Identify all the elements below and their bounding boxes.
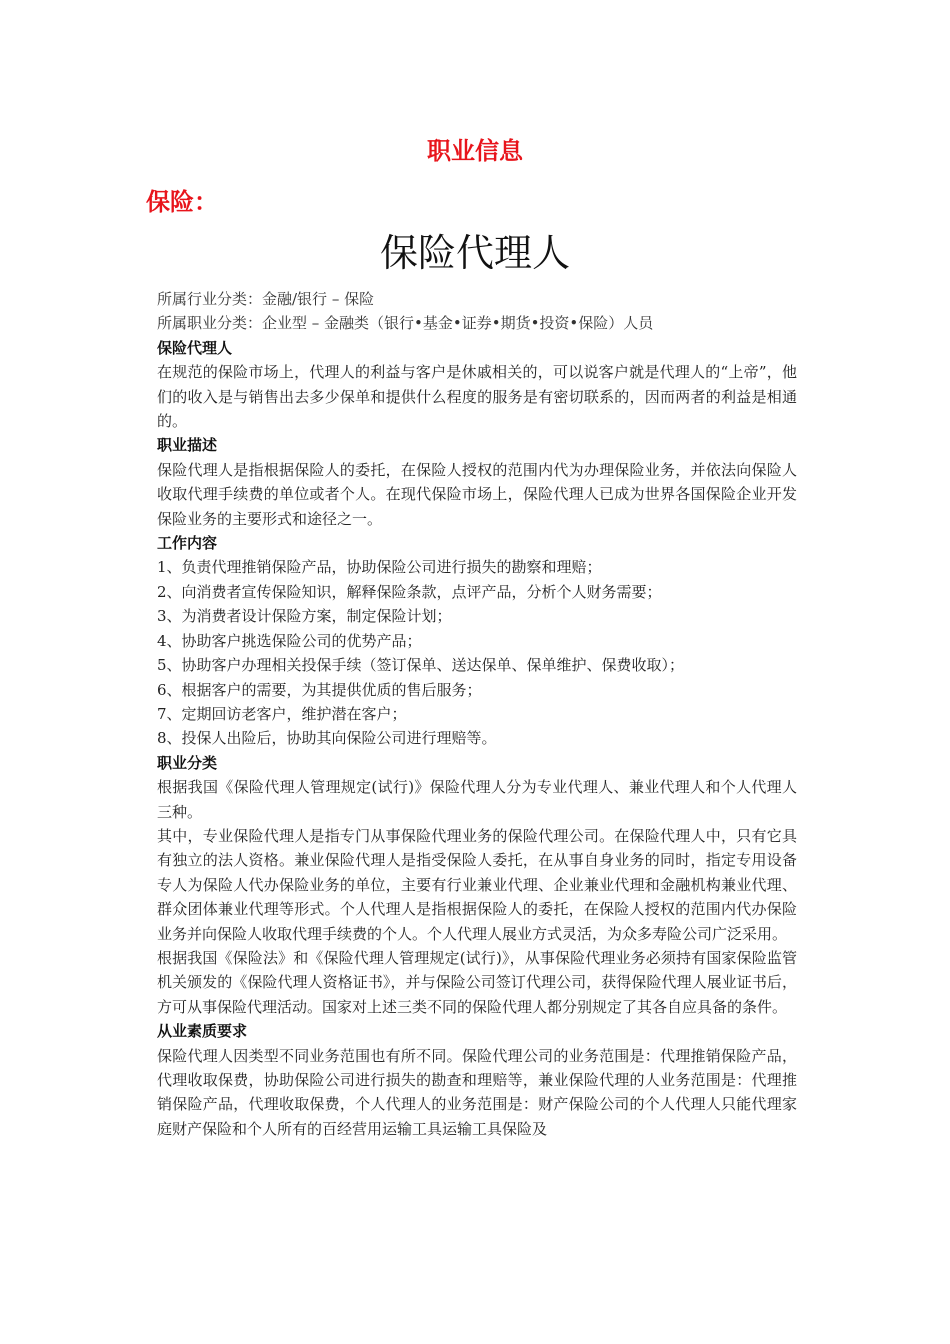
list-item: 1、负责代理推销保险产品，协助保险公司进行损失的勘察和理赔； [157, 558, 602, 577]
classification-paragraph-2: 其中，专业保险代理人是指专门从事保险代理业务的保险代理公司。在保险代理人中，只有它具有独立的法人资格。兼业保险代理人是指受保险人委托，在从事自身业务的同时，指定专用设备专人为保险人代办保险业务的单位，主要有行业兼业代理、企业兼业代理和金融机构兼业代理、群众团体兼业代理等形式。个人代理人是指根据保险人的委托，在保险人授权的范围内代办保险业务并向保险人收取代理手续费的个人。个人代理人展业方式灵活，为众多寿险公司广泛采用。 [157, 826, 797, 943]
page-header-title: 职业信息 [427, 137, 523, 165]
section-heading-work: 工作内容 [157, 534, 218, 553]
requirements-paragraph: 保险代理人因类型不同业务范围也有所不同。保险代理公司的业务范围是：代理推销保险产品，代理收取保费，协助保险公司进行损失的勘查和理赔等，兼业保险代理的人业务范围是：代理推销保险产品，代理收取保费，个人代理人的业务范围是：财产保险公司的个人代理人只能代理家庭财产保险和个人所有的百经营用运输工具运输工具保险及 [157, 1046, 797, 1138]
list-item: 2、向消费者宣传保险知识，解释保险条款，点评产品，分析个人财务需要； [157, 582, 662, 601]
classification-paragraph-1: 根据我国《保险代理人管理规定(试行)》保险代理人分为专业代理人、兼业代理人和个人代理人三种。 [157, 778, 797, 821]
list-item: 6、根据客户的需要，为其提供优质的售后服务； [157, 680, 482, 699]
list-item: 8、投保人出险后，协助其向保险公司进行理赔等。 [157, 729, 497, 748]
intro-paragraph: 在规范的保险市场上，代理人的利益与客户是休戚相关的，可以说客户就是代理人的“上帝”，他们的收入是与销售出去多少保单和提供什么程度的服务是有密切联系的，因而两者的利益是相通的。 [157, 363, 797, 431]
section-heading-requirements: 从业素质要求 [157, 1022, 248, 1041]
industry-classification: 所属行业分类：金融/银行 – 保险 [157, 290, 375, 308]
list-item: 7、定期回访老客户，维护潜在客户； [157, 704, 407, 723]
list-item: 3、为消费者设计保险方案，制定保险计划； [157, 607, 452, 626]
category-label: 保险： [146, 188, 218, 216]
list-item: 5、协助客户办理相关投保手续（签订保单、送达保单、保单维护、保费收取）； [157, 656, 685, 675]
classification-paragraph-3: 根据我国《保险法》和《保险代理人管理规定(试行)》，从事保险代理业务必须持有国家保险监管机关颁发的《保险代理人资格证书》，并与保险公司签订代理公司，获得保险代理人展业证书后，方可从事保险代理活动。国家对上述三类不同的保险代理人都分别规定了其各自应具备的条件。 [157, 948, 797, 1016]
section-heading-description: 职业描述 [157, 436, 218, 455]
list-item: 4、协助客户挑选保险公司的优势产品； [157, 631, 422, 650]
section-heading-classification: 职业分类 [157, 753, 218, 772]
section-heading-intro: 保险代理人 [157, 338, 233, 357]
page-title: 保险代理人 [379, 231, 570, 275]
description-paragraph: 保险代理人是指根据保险人的委托，在保险人授权的范围内代为办理保险业务，并依法向保险人收取代理手续费的单位或者个人。在现代保险市场上，保险代理人已成为世界各国保险企业开发保险业务的主要形式和途径之一。 [157, 460, 797, 528]
occupation-classification: 所属职业分类：企业型 – 金融类（银行•基金•证券•期货•投资•保险）人员 [157, 314, 654, 333]
document-body [157, 287, 797, 1141]
